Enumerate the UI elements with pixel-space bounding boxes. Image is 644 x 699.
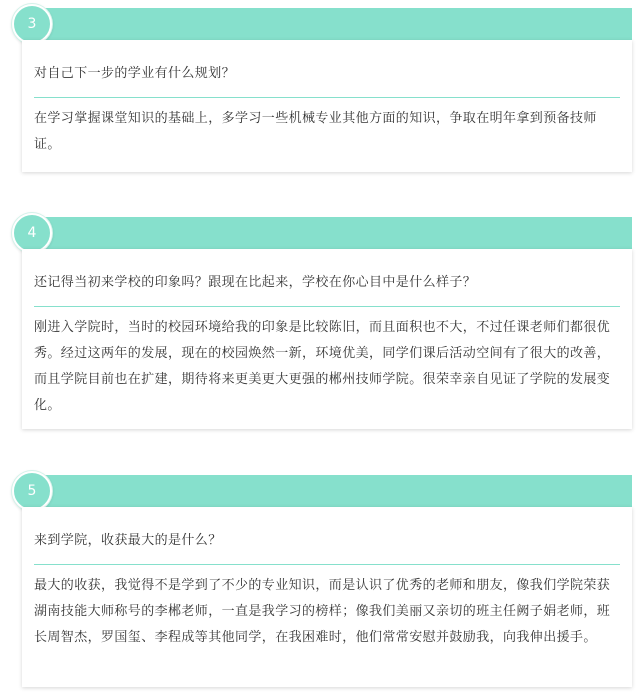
- section-number-badge: 5: [12, 471, 52, 511]
- section-number-badge: 4: [12, 213, 52, 253]
- section-header-bar: [22, 8, 632, 40]
- answer-text: 在学习掌握课堂知识的基础上，多学习一些机械专业其他方面的知识，争取在明年拿到预备技师证。: [34, 111, 597, 152]
- question-text: 还记得当初来学校的印象吗？跟现在比起来，学校在你心目中是什么样子？: [34, 249, 620, 307]
- qa-card: [22, 507, 632, 687]
- answer-text: 最大的收获，我觉得不是学到了不少的专业知识，而是认识了优秀的老师和朋友，像我们学院荣获湖南技能大师称号的李郴老师，一直是我学习的榜样；像我们美丽又亲切的班主任阙子娟老师，班长周智杰，罗国玺、李程成等其他同学，在我困难时，他们常常安慰并鼓励我，向我伸出援手。: [34, 578, 611, 645]
- answer-text: 刚进入学院时，当时的校园环境给我的印象是比较陈旧，而且面积也不大，不过任课老师们都很优秀。经过这两年的发展，现在的校园焕然一新，环境优美，同学们课后活动空间有了很大的改善，而且学院目前也在扩建，期待将来更美更大更强的郴州技师学院。很荣幸亲自见证了学院的发展变化。: [34, 320, 611, 413]
- question-text: 来到学院，收获最大的是什么？: [34, 507, 620, 565]
- section-number-badge: 3: [12, 4, 52, 44]
- qa-card: [22, 249, 632, 429]
- section-header-bar: [22, 475, 632, 507]
- question-text: 对自己下一步的学业有什么规划？: [34, 40, 620, 98]
- qa-card: [22, 40, 632, 172]
- section-header-bar: [22, 217, 632, 249]
